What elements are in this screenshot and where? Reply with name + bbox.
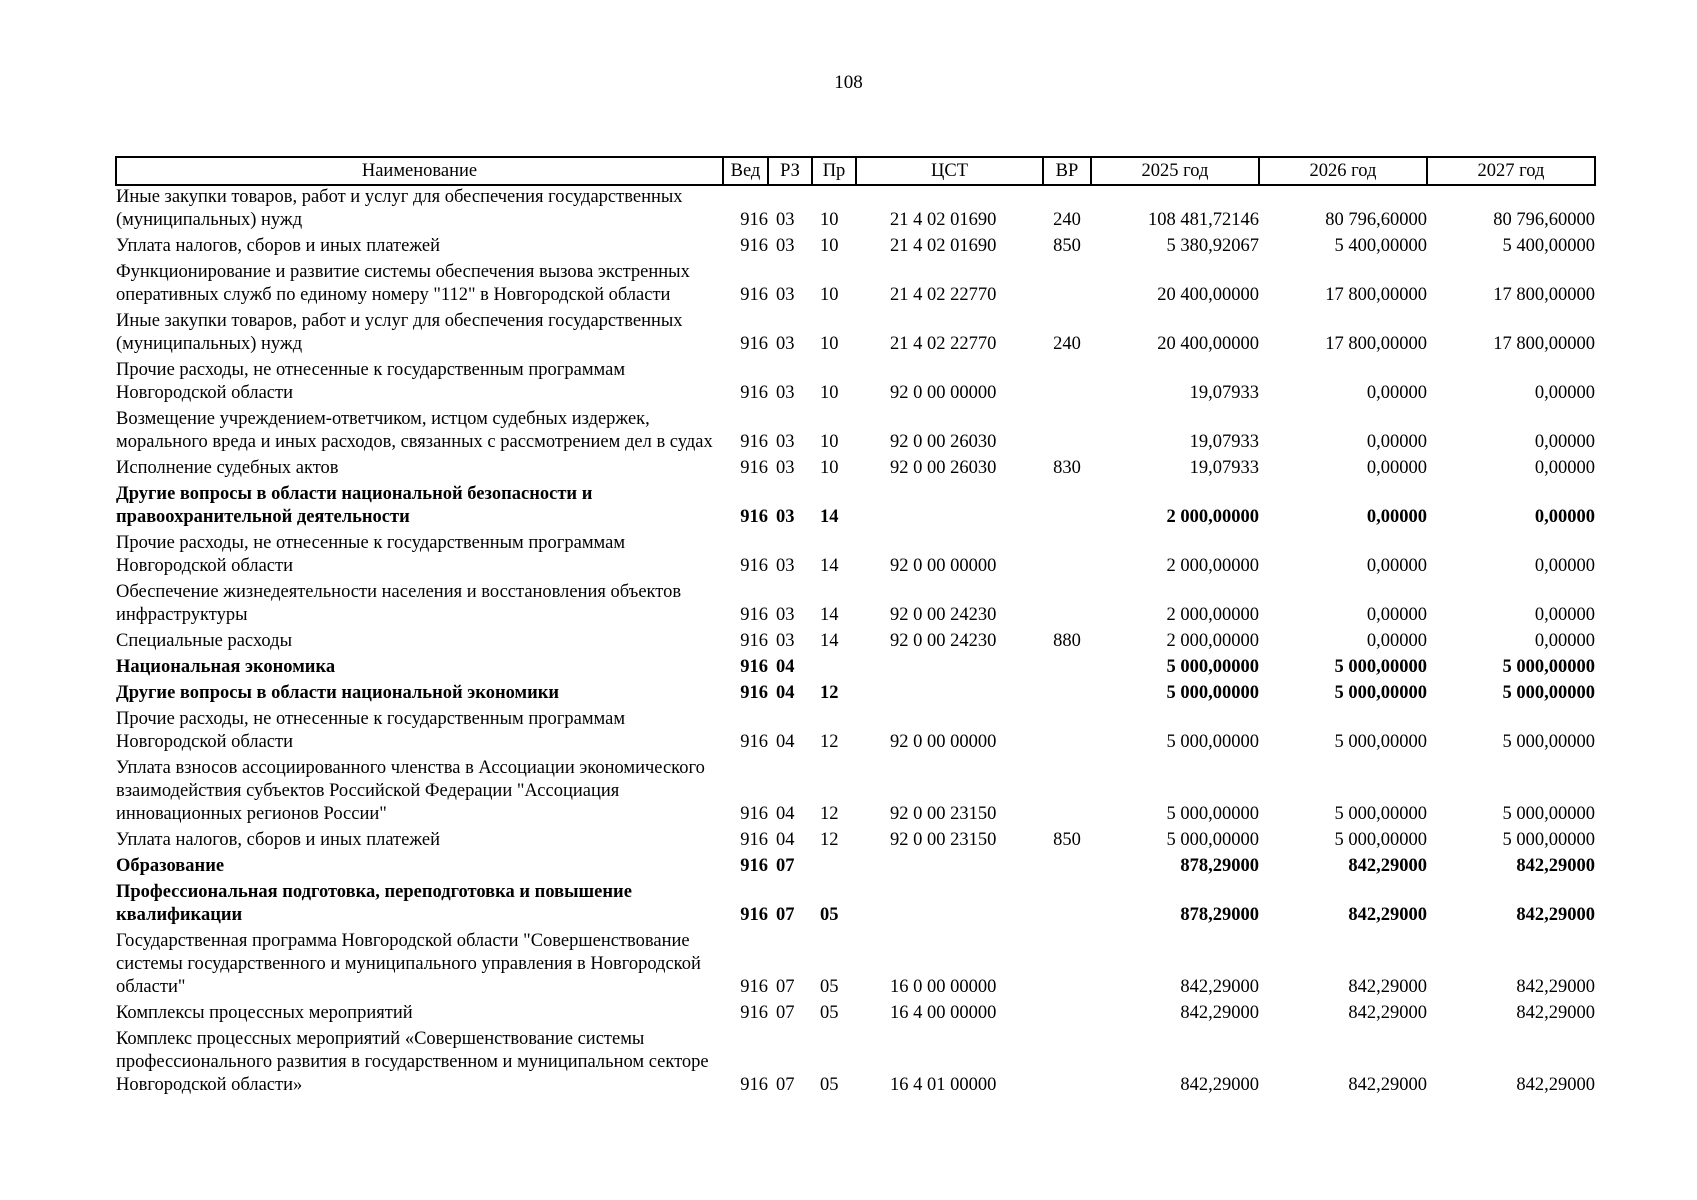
cell-2025: 5 000,00000 — [1166, 683, 1259, 703]
cell-2027: 842,29000 — [1516, 905, 1595, 925]
cell-pr: 12 — [820, 830, 839, 850]
cell-vr — [1043, 408, 1091, 457]
cell-2026: 842,29000 — [1348, 1075, 1427, 1095]
table-row — [116, 408, 1595, 457]
header-pr: Пр — [812, 157, 856, 185]
cell-2027: 5 000,00000 — [1502, 804, 1595, 824]
cell-cst — [856, 881, 1043, 930]
header-rz: РЗ — [768, 157, 812, 185]
cell-2027: 0,00000 — [1534, 631, 1595, 651]
cell-ved: 916 — [740, 432, 768, 452]
cell-2027: 5 000,00000 — [1502, 732, 1595, 752]
table-row — [116, 881, 1595, 930]
cell-vr — [1043, 881, 1091, 930]
cell-2027: 5 000,00000 — [1502, 657, 1595, 677]
cell-rz: 04 — [776, 804, 795, 824]
cell-2027: 80 796,60000 — [1493, 210, 1595, 230]
cell-vr — [1043, 359, 1091, 408]
cell-rz: 04 — [776, 657, 795, 677]
cell-name: Уплата налогов, сборов и иных платежей — [116, 236, 441, 256]
cell-pr: 10 — [820, 458, 839, 478]
cell-2026: 842,29000 — [1348, 1003, 1427, 1023]
cell-2025: 5 380,92067 — [1166, 236, 1259, 256]
cell-pr: 10 — [820, 334, 839, 354]
cell-2027: 842,29000 — [1516, 856, 1595, 876]
cell-name: Комплексы процессных мероприятий — [116, 1003, 413, 1023]
cell-2026: 842,29000 — [1348, 856, 1427, 876]
cell-2026: 0,00000 — [1366, 605, 1427, 625]
cell-vr — [1043, 708, 1091, 757]
cell-ved: 916 — [740, 683, 768, 703]
cell-pr: 12 — [820, 683, 839, 703]
cell-vr — [1043, 855, 1091, 881]
cell-2025: 5 000,00000 — [1166, 732, 1259, 752]
cell-rz: 03 — [776, 507, 795, 527]
cell-cst: 21 4 02 01690 — [890, 236, 997, 256]
cell-name: Уплата взносов ассоциированного членства в Ассоциации экономического взаимодействия субъектов Российской Федерации "Ассоциация инновационных регионов России" — [116, 758, 705, 824]
cell-2025: 842,29000 — [1180, 1003, 1259, 1023]
cell-name: Государственная программа Новгородской области "Совершенствование системы государственного и муниципального управления в Новгородской области" — [116, 931, 701, 997]
cell-2025: 20 400,00000 — [1157, 334, 1259, 354]
cell-2025: 20 400,00000 — [1157, 285, 1259, 305]
cell-cst: 16 0 00 00000 — [890, 977, 997, 997]
cell-cst: 92 0 00 00000 — [890, 383, 997, 403]
cell-pr: 05 — [820, 1075, 839, 1095]
table-row — [116, 235, 1595, 261]
cell-cst: 16 4 00 00000 — [890, 1003, 997, 1023]
cell-rz: 07 — [776, 977, 795, 997]
cell-name: Прочие расходы, не отнесенные к государственным программам Новгородской области — [116, 533, 626, 576]
cell-2026: 0,00000 — [1366, 458, 1427, 478]
cell-vr — [1043, 1002, 1091, 1028]
cell-cst: 92 0 00 24230 — [890, 605, 997, 625]
cell-2027: 0,00000 — [1534, 432, 1595, 452]
cell-ved: 916 — [740, 334, 768, 354]
table-row — [116, 829, 1595, 855]
table-row — [116, 532, 1595, 581]
cell-2027: 0,00000 — [1534, 383, 1595, 403]
cell-2026: 842,29000 — [1348, 905, 1427, 925]
cell-cst: 92 0 00 23150 — [890, 830, 997, 850]
cell-cst — [856, 483, 1043, 532]
cell-vr — [1043, 930, 1091, 1002]
cell-2026: 5 000,00000 — [1334, 683, 1427, 703]
cell-vr — [1043, 757, 1091, 829]
cell-2027: 0,00000 — [1534, 605, 1595, 625]
cell-cst: 92 0 00 26030 — [890, 458, 997, 478]
cell-vr: 240 — [1053, 210, 1081, 230]
cell-2026: 0,00000 — [1366, 383, 1427, 403]
table-row — [116, 757, 1595, 829]
cell-pr: 10 — [820, 285, 839, 305]
cell-cst — [856, 855, 1043, 881]
cell-pr: 05 — [820, 1003, 839, 1023]
cell-vr: 850 — [1053, 830, 1081, 850]
cell-pr: 05 — [820, 905, 839, 925]
cell-ved: 916 — [740, 210, 768, 230]
cell-pr: 10 — [820, 236, 839, 256]
cell-2026: 5 000,00000 — [1334, 657, 1427, 677]
cell-name: Другие вопросы в области национальной экономики — [116, 683, 560, 703]
cell-name: Иные закупки товаров, работ и услуг для обеспечения государственных (муниципальных) нужд — [116, 187, 683, 230]
cell-rz: 04 — [776, 830, 795, 850]
cell-ved: 916 — [740, 830, 768, 850]
cell-2027: 842,29000 — [1516, 977, 1595, 997]
cell-rz: 03 — [776, 236, 795, 256]
header-vr: ВР — [1043, 157, 1091, 185]
cell-2025: 5 000,00000 — [1166, 804, 1259, 824]
cell-rz: 03 — [776, 285, 795, 305]
cell-2025: 2 000,00000 — [1166, 631, 1259, 651]
cell-2027: 17 800,00000 — [1493, 285, 1595, 305]
cell-ved: 916 — [740, 1075, 768, 1095]
cell-ved: 916 — [740, 631, 768, 651]
cell-2025: 878,29000 — [1180, 905, 1259, 925]
cell-name: Исполнение судебных актов — [116, 458, 339, 478]
cell-2026: 0,00000 — [1366, 507, 1427, 527]
budget-table — [115, 156, 1596, 1100]
cell-rz: 03 — [776, 458, 795, 478]
cell-2027: 17 800,00000 — [1493, 334, 1595, 354]
cell-rz: 07 — [776, 905, 795, 925]
cell-ved: 916 — [740, 977, 768, 997]
cell-pr — [812, 656, 856, 682]
cell-vr: 850 — [1053, 236, 1081, 256]
cell-2026: 17 800,00000 — [1325, 334, 1427, 354]
cell-pr: 14 — [820, 507, 839, 527]
cell-name: Прочие расходы, не отнесенные к государственным программам Новгородской области — [116, 360, 626, 403]
cell-vr — [1043, 656, 1091, 682]
cell-2026: 0,00000 — [1366, 631, 1427, 651]
cell-rz: 07 — [776, 1075, 795, 1095]
cell-2027: 842,29000 — [1516, 1003, 1595, 1023]
cell-pr: 14 — [820, 631, 839, 651]
cell-rz: 03 — [776, 605, 795, 625]
table-row — [116, 682, 1595, 708]
table-row — [116, 1002, 1595, 1028]
cell-2025: 108 481,72146 — [1148, 210, 1259, 230]
cell-rz: 03 — [776, 556, 795, 576]
cell-name: Иные закупки товаров, работ и услуг для обеспечения государственных (муниципальных) нужд — [116, 311, 683, 354]
header-cst: ЦСТ — [856, 157, 1043, 185]
cell-ved: 916 — [740, 458, 768, 478]
cell-2026: 5 000,00000 — [1334, 732, 1427, 752]
cell-name: Обеспечение жизнедеятельности населения и восстановления объектов инфраструктуры — [116, 582, 682, 625]
cell-ved: 916 — [740, 383, 768, 403]
cell-pr: 05 — [820, 977, 839, 997]
cell-name: Возмещение учреждением-ответчиком, истцом судебных издержек, морального вреда и иных расходов, связанных с рассмотрением дел в судах — [116, 409, 713, 452]
cell-2026: 80 796,60000 — [1325, 210, 1427, 230]
cell-pr: 12 — [820, 804, 839, 824]
cell-pr: 12 — [820, 732, 839, 752]
cell-vr — [1043, 532, 1091, 581]
cell-ved: 916 — [740, 905, 768, 925]
cell-2026: 5 000,00000 — [1334, 830, 1427, 850]
cell-cst — [856, 682, 1043, 708]
cell-2025: 842,29000 — [1180, 977, 1259, 997]
cell-2026: 0,00000 — [1366, 432, 1427, 452]
table-row — [116, 581, 1595, 630]
cell-cst — [856, 656, 1043, 682]
cell-2025: 2 000,00000 — [1166, 556, 1259, 576]
table-row — [116, 359, 1595, 408]
cell-cst: 21 4 02 22770 — [890, 285, 997, 305]
cell-ved: 916 — [740, 605, 768, 625]
cell-ved: 916 — [740, 285, 768, 305]
cell-pr — [812, 855, 856, 881]
cell-cst: 92 0 00 00000 — [890, 556, 997, 576]
cell-2025: 19,07933 — [1189, 383, 1259, 403]
header-2027: 2027 год — [1427, 157, 1595, 185]
cell-2025: 2 000,00000 — [1166, 605, 1259, 625]
cell-name: Другие вопросы в области национальной безопасности и правоохранительной деятельности — [116, 484, 593, 527]
cell-2025: 5 000,00000 — [1166, 657, 1259, 677]
cell-2025: 19,07933 — [1189, 458, 1259, 478]
cell-pr: 10 — [820, 383, 839, 403]
header-name: Наименование — [116, 157, 723, 185]
cell-name: Профессиональная подготовка, переподготовка и повышение квалификации — [116, 882, 632, 925]
cell-rz: 04 — [776, 732, 795, 752]
cell-vr — [1043, 261, 1091, 310]
cell-pr: 14 — [820, 605, 839, 625]
cell-vr — [1043, 1028, 1091, 1100]
cell-2026: 5 400,00000 — [1334, 236, 1427, 256]
cell-ved: 916 — [740, 1003, 768, 1023]
table-row — [116, 930, 1595, 1002]
cell-2027: 5 400,00000 — [1502, 236, 1595, 256]
cell-2025: 842,29000 — [1180, 1075, 1259, 1095]
cell-rz: 03 — [776, 383, 795, 403]
cell-2027: 5 000,00000 — [1502, 830, 1595, 850]
cell-pr: 10 — [820, 432, 839, 452]
cell-2026: 842,29000 — [1348, 977, 1427, 997]
cell-ved: 916 — [740, 507, 768, 527]
cell-name: Прочие расходы, не отнесенные к государственным программам Новгородской области — [116, 709, 626, 752]
cell-ved: 916 — [740, 732, 768, 752]
cell-cst: 16 4 01 00000 — [890, 1075, 997, 1095]
cell-name: Специальные расходы — [116, 631, 292, 651]
cell-2025: 19,07933 — [1189, 432, 1259, 452]
table-row — [116, 310, 1595, 359]
cell-rz: 03 — [776, 334, 795, 354]
cell-name: Комплекс процессных мероприятий «Совершенствование системы профессионального развития в государственном и муниципальном секторе Новгородской области» — [116, 1029, 709, 1095]
cell-2027: 0,00000 — [1534, 507, 1595, 527]
cell-rz: 03 — [776, 210, 795, 230]
cell-ved: 916 — [740, 856, 768, 876]
cell-pr: 14 — [820, 556, 839, 576]
cell-2025: 5 000,00000 — [1166, 830, 1259, 850]
cell-cst: 21 4 02 01690 — [890, 210, 997, 230]
cell-rz: 03 — [776, 631, 795, 651]
table-row — [116, 261, 1595, 310]
cell-vr: 880 — [1053, 631, 1081, 651]
cell-2027: 0,00000 — [1534, 458, 1595, 478]
cell-pr: 10 — [820, 210, 839, 230]
table-row — [116, 457, 1595, 483]
page-number: 108 — [834, 72, 863, 93]
cell-2027: 842,29000 — [1516, 1075, 1595, 1095]
table-row — [116, 483, 1595, 532]
cell-ved: 916 — [740, 657, 768, 677]
cell-name: Национальная экономика — [116, 657, 336, 677]
cell-rz: 07 — [776, 1003, 795, 1023]
table-row — [116, 185, 1595, 235]
cell-2025: 878,29000 — [1180, 856, 1259, 876]
cell-ved: 916 — [740, 236, 768, 256]
cell-cst: 92 0 00 24230 — [890, 631, 997, 651]
cell-name: Функционирование и развитие системы обеспечения вызова экстренных оперативных служб по единому номеру "112" в Новгородской области — [116, 262, 690, 305]
cell-rz: 03 — [776, 432, 795, 452]
cell-vr: 830 — [1053, 458, 1081, 478]
table-row — [116, 656, 1595, 682]
cell-vr: 240 — [1053, 334, 1081, 354]
cell-2026: 0,00000 — [1366, 556, 1427, 576]
cell-name: Уплата налогов, сборов и иных платежей — [116, 830, 441, 850]
cell-2025: 2 000,00000 — [1166, 507, 1259, 527]
header-ved: Вед — [723, 157, 768, 185]
cell-rz: 04 — [776, 683, 795, 703]
header-2026: 2026 год — [1259, 157, 1427, 185]
cell-ved: 916 — [740, 804, 768, 824]
table-row — [116, 1028, 1595, 1100]
table-row — [116, 630, 1595, 656]
cell-vr — [1043, 682, 1091, 708]
cell-cst: 21 4 02 22770 — [890, 334, 997, 354]
cell-cst: 92 0 00 00000 — [890, 732, 997, 752]
table-row — [116, 855, 1595, 881]
cell-ved: 916 — [740, 556, 768, 576]
cell-cst: 92 0 00 26030 — [890, 432, 997, 452]
table-header-row — [116, 157, 1595, 185]
cell-2027: 0,00000 — [1534, 556, 1595, 576]
cell-2026: 17 800,00000 — [1325, 285, 1427, 305]
cell-name: Образование — [116, 856, 225, 876]
cell-vr — [1043, 483, 1091, 532]
header-2025: 2025 год — [1091, 157, 1259, 185]
cell-rz: 07 — [776, 856, 795, 876]
table-body — [116, 185, 1595, 1100]
cell-2026: 5 000,00000 — [1334, 804, 1427, 824]
table-row — [116, 708, 1595, 757]
cell-2027: 5 000,00000 — [1502, 683, 1595, 703]
cell-vr — [1043, 581, 1091, 630]
cell-cst: 92 0 00 23150 — [890, 804, 997, 824]
